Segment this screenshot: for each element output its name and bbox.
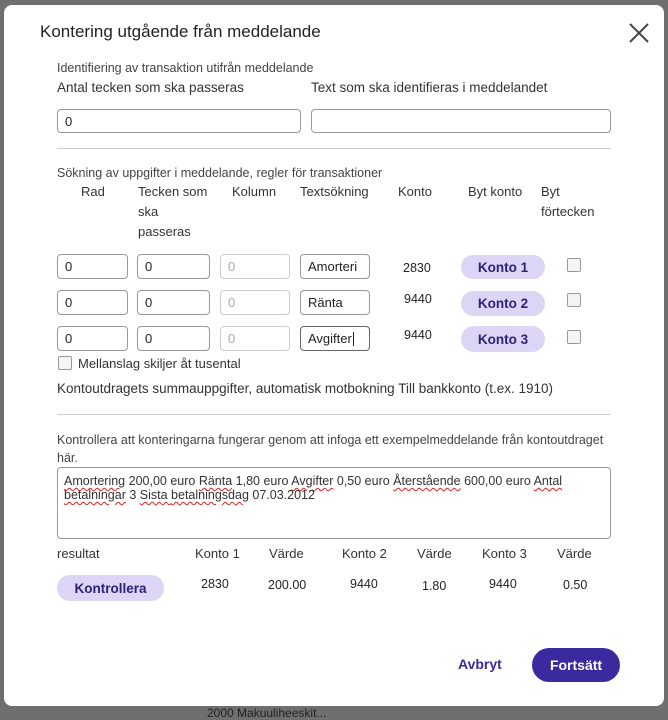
header-kolumn: Kolumn bbox=[232, 184, 277, 199]
row2-kolumn-input: 0 bbox=[220, 290, 290, 315]
result-konto1: 2830 bbox=[201, 577, 229, 591]
identification-section-label: Identifiering av transaktion utifrån meddelande bbox=[57, 61, 314, 75]
kontrollera-button[interactable]: Kontrollera bbox=[57, 575, 164, 601]
example-message-textarea[interactable]: Amortering 200,00 euro Ränta 1,80 euro Avgifter 0,50 euro Återstående 600,00 euro Antal betalningar 3 Sista betalningsdag 07.03.2012 bbox=[57, 467, 611, 539]
summary-text: Kontoutdragets summauppgifter, automatisk motbokning Till bankkonto (t.ex. 1910) bbox=[57, 381, 554, 396]
close-icon[interactable] bbox=[628, 22, 650, 44]
konto1-button[interactable]: Konto 1 bbox=[461, 255, 545, 279]
row3-byt-fortecken-checkbox[interactable] bbox=[567, 330, 581, 344]
konto3-button[interactable]: Konto 3 bbox=[461, 326, 545, 352]
row1-textsokning-input[interactable]: Amorteri bbox=[300, 254, 370, 279]
row1-konto-value: 2830 bbox=[403, 261, 431, 275]
konto2-header: Konto 2 bbox=[342, 546, 387, 561]
thousands-separator-label: Mellanslag skiljer åt tusental bbox=[78, 356, 241, 371]
row2-tecken-input[interactable]: 0 bbox=[137, 290, 210, 315]
konto1-header: Konto 1 bbox=[195, 546, 240, 561]
konto2-button[interactable]: Konto 2 bbox=[461, 291, 545, 316]
row2-konto-value: 9440 bbox=[404, 292, 432, 306]
row3-konto-value: 9440 bbox=[404, 328, 432, 342]
varde2-header: Värde bbox=[417, 546, 452, 561]
varde1-header: Värde bbox=[269, 546, 304, 561]
search-section-label: Sökning av uppgifter i meddelande, regler för transaktioner bbox=[57, 166, 383, 180]
chars-to-skip-label: Antal tecken som ska passeras bbox=[57, 80, 244, 95]
result-varde3: 0.50 bbox=[563, 578, 588, 592]
konto3-header: Konto 3 bbox=[482, 546, 527, 561]
identify-text-input[interactable] bbox=[311, 109, 611, 133]
varde3-header: Värde bbox=[557, 546, 592, 561]
result-konto3: 9440 bbox=[489, 577, 517, 591]
header-rad: Rad bbox=[81, 184, 105, 199]
text-caret bbox=[353, 332, 354, 346]
row3-textsokning-input[interactable]: Avgifter bbox=[300, 326, 370, 351]
row2-byt-fortecken-checkbox[interactable] bbox=[567, 293, 581, 307]
row3-rad-input[interactable]: 0 bbox=[57, 326, 128, 351]
thousands-separator-checkbox[interactable] bbox=[58, 356, 72, 370]
header-byt-konto: Byt konto bbox=[468, 184, 523, 199]
header-textsokning: Textsökning bbox=[300, 184, 369, 199]
row1-tecken-input[interactable]: 0 bbox=[137, 254, 210, 279]
result-konto2: 9440 bbox=[350, 577, 378, 591]
background-text: 2000 Makuuliheeskit... bbox=[207, 706, 327, 720]
row3-kolumn-input: 0 bbox=[220, 326, 290, 351]
header-tecken: Tecken som ska passeras bbox=[138, 184, 208, 239]
chars-to-skip-input[interactable]: 0 bbox=[57, 109, 301, 133]
header-byt-fortecken: Byt förtecken bbox=[541, 184, 595, 219]
row2-textsokning-input[interactable]: Ränta bbox=[300, 290, 370, 315]
dialog bbox=[4, 5, 664, 706]
check-instruction: Kontrollera att konteringarna fungerar genom att infoga ett exempelmeddelande från kontoutdraget här. bbox=[57, 433, 604, 465]
divider bbox=[57, 414, 611, 415]
cancel-button[interactable]: Avbryt bbox=[458, 656, 502, 672]
identify-text-label: Text som ska identifieras i meddelandet bbox=[311, 80, 548, 95]
result-varde1: 200.00 bbox=[268, 578, 307, 592]
continue-button[interactable]: Fortsätt bbox=[532, 648, 620, 682]
row2-rad-input[interactable]: 0 bbox=[57, 290, 128, 315]
divider bbox=[57, 148, 611, 149]
row1-rad-input[interactable]: 0 bbox=[57, 254, 128, 279]
dialog-title: Kontering utgående från meddelande bbox=[40, 22, 321, 41]
row1-kolumn-input: 0 bbox=[220, 254, 290, 279]
row3-tecken-input[interactable]: 0 bbox=[137, 326, 210, 351]
header-konto: Konto bbox=[398, 184, 432, 199]
result-varde2: 1.80 bbox=[422, 579, 447, 593]
row1-byt-fortecken-checkbox[interactable] bbox=[567, 258, 581, 272]
result-header: resultat bbox=[57, 546, 100, 561]
